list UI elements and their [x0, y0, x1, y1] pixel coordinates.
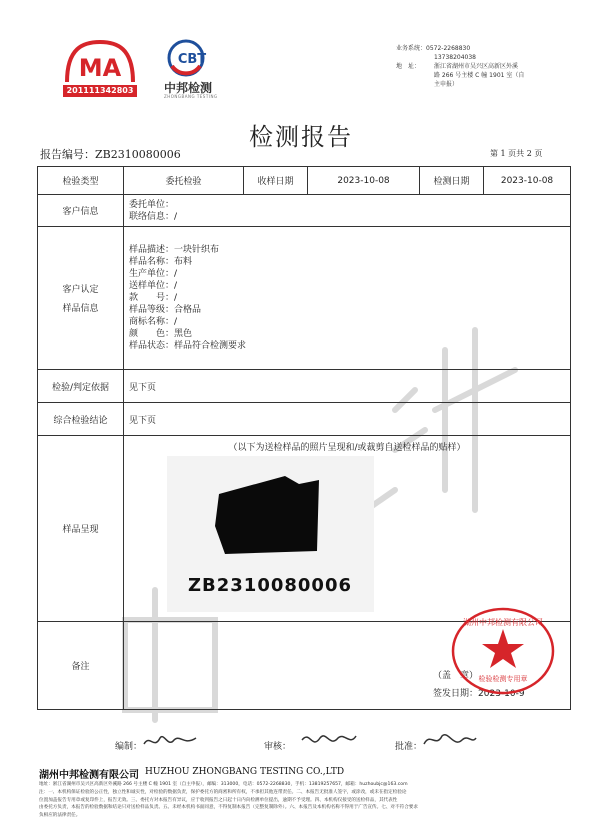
reviewer-label: 审核： [264, 742, 292, 752]
client-contact: 联络信息：/ [129, 211, 178, 222]
cbt-english: ZHONGBANG TESTING [164, 94, 218, 99]
test-date-value: 2023-10-08 [484, 167, 571, 195]
table-row-client [38, 195, 571, 227]
company-stamp [448, 605, 558, 697]
phone-label: 业务系统： [396, 45, 427, 52]
footer-note-line: 由委托方负责，本报告的检验数据和结论只对送检样品负责。五、未经本机构书面同意，不得复制本报告（完整复制除外）。六、本报告及本机构名称不得用于广告宣传。七、对不符合要求 [39, 805, 418, 811]
report-no-label: 报告编号： [40, 148, 95, 161]
approver-label: 批准： [395, 742, 423, 752]
svg-text:CBT: CBT [177, 52, 207, 67]
report-no-value: ZB2310080006 [95, 148, 181, 161]
receipt-date-label: 收样日期 [244, 167, 308, 195]
sample-line: 样品等级：合格品 [129, 305, 202, 315]
editor-signature [140, 730, 200, 752]
receipt-date-value: 2023-10-08 [308, 167, 420, 195]
footer-notes [39, 781, 569, 820]
stamp-label: （盖 章） [433, 671, 479, 681]
footer-company-en: HUZHOU ZHONGBANG TESTING CO.,LTD [145, 767, 345, 777]
approver-signature [420, 728, 480, 752]
stamp-sub: 检验检测专用章 [478, 675, 528, 683]
remark-label: 备注 [38, 622, 124, 710]
address-line3: 主申报） [434, 81, 459, 88]
address-label: 地 址： [396, 63, 421, 70]
stamp-text: 湖州中邦检测有限公司 [463, 618, 543, 627]
client-info-label: 客户信息 [38, 195, 124, 227]
footer-note-line: 位置加盖报告专用章或复印件上，报告无效。三、委托方对本报告有异议，应于收到报告之日起十日内向检测单位提出，逾期不予受理。四、本机构仅接受的送检样品，其代表性 [39, 797, 398, 803]
table-row-header [38, 167, 571, 195]
table-row-sample-display [38, 436, 571, 622]
contact-block [396, 44, 524, 89]
cbt-logo [166, 38, 218, 78]
cma-number: 201111342803 [63, 85, 137, 97]
issue-label: 签发日期： [433, 689, 479, 699]
cma-logo [63, 38, 137, 98]
conclusion-value: 见下页 [124, 403, 571, 436]
editor-label: 编制： [115, 742, 143, 752]
address-line2: 路 266 号主楼 C 幢 1901 室（自 [434, 72, 525, 79]
footer-company: 湖州中邦检测有限公司 [39, 770, 139, 781]
report-number [40, 146, 181, 162]
table-row-basis [38, 370, 571, 403]
sample-line: 颜 色：黑色 [129, 329, 193, 339]
sample-line: 生产单位：/ [129, 269, 178, 279]
issue-date-value: 2023-10-9 [478, 689, 525, 699]
sample-line: 商标名称：/ [129, 317, 178, 327]
basis-value: 见下页 [124, 370, 571, 403]
footer-note-line: 负相应的法律责任。 [39, 813, 81, 819]
cbt-name: 中邦检测 [164, 81, 213, 95]
sample-photo [167, 456, 374, 612]
sample-info-label-1: 客户认定 [62, 285, 99, 295]
client-info-cell [124, 195, 571, 227]
photo-code: ZB2310080006 [187, 575, 353, 596]
conclusion-label: 综合检验结论 [38, 403, 124, 436]
sample-info-label-2: 样品信息 [62, 304, 99, 314]
test-type-value: 委托检验 [124, 167, 244, 195]
sample-line: 款 号：/ [129, 293, 178, 303]
reviewer-signature [298, 728, 360, 752]
sample-display-label: 样品呈现 [38, 436, 124, 622]
sample-info-cell [124, 227, 571, 370]
sample-line: 送样单位：/ [129, 281, 178, 291]
client-unit: 委托单位： [129, 199, 175, 210]
sample-info-label [38, 227, 124, 370]
address-line1: 浙江省湖州市吴兴区高新区外溪 [434, 63, 519, 70]
page-title: 检测报告 [249, 123, 353, 151]
basis-label: 检验/判定依据 [38, 370, 124, 403]
sample-line: 样品描述：一块针织布 [129, 245, 220, 255]
phone-value: 0572-2268830 [426, 45, 471, 52]
page-info: 第 1 页共 2 页 [490, 149, 543, 158]
svg-text:MA: MA [78, 54, 122, 82]
table-row-sample-info [38, 227, 571, 370]
sample-line: 样品状态：样品符合检测要求 [129, 341, 247, 351]
sample-display-cell [124, 436, 571, 622]
footer-address: 地址：浙江省湖州市吴兴区高新区外溪路 266 号主楼 C 幢 1901 室（自主申报），邮编：313000，电话：0572-2268830，手机：13819257657，邮箱：huzhoubjc@163.com [39, 782, 408, 787]
table-row-conclusion [38, 403, 571, 436]
test-type-label: 检验类型 [38, 167, 124, 195]
sample-display-caption: （以下为送检样品的照片呈现和/或裁剪自送检样品的贴样） [228, 443, 466, 453]
test-date-label: 检测日期 [420, 167, 484, 195]
mobile-value: 13738204038 [434, 54, 476, 61]
sample-line: 样品名称：布料 [129, 257, 193, 267]
footer-note-line: 注：一、本机构保证检验的公正性，独立性和诚实性，对检验的数据负责，保护委托方的商密和所有权，不承担其他连带责任。二、本报告无批准人签字，或涂改，或未在指定检验论 [39, 789, 407, 795]
